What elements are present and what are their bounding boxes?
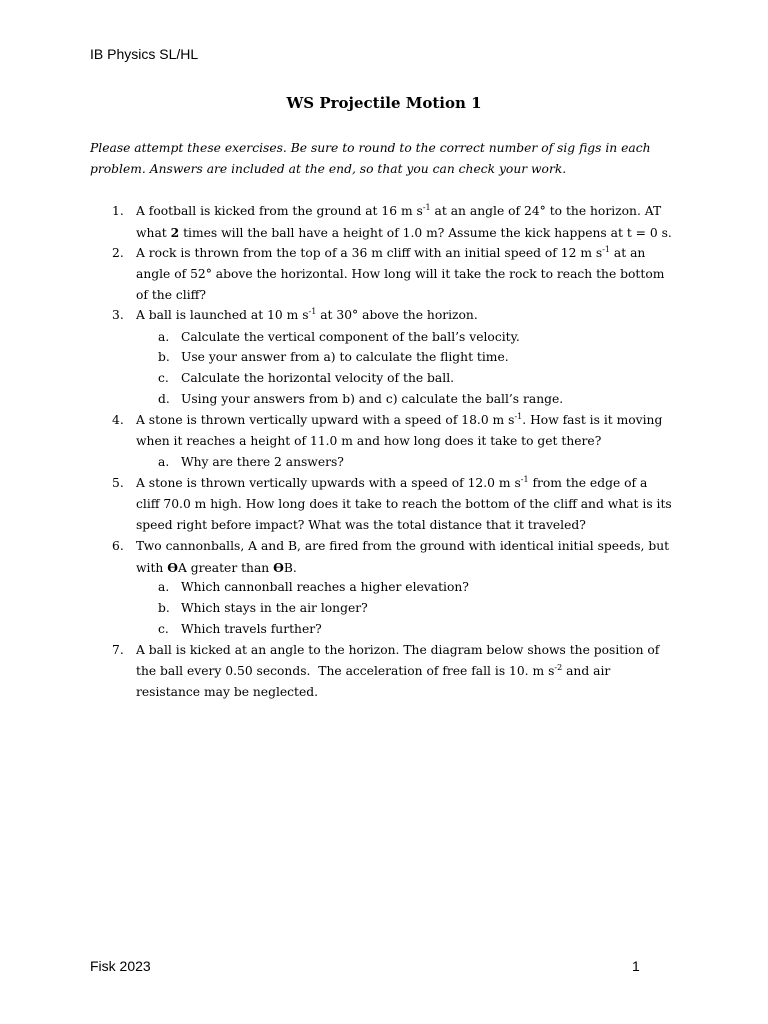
question-line: the ball every 0.50 seconds. The acceleration of free fall is 10. m $s^{-2}$ and air — [136, 663, 611, 678]
question-line: angle of 52° above the horizontal. How long will it take the rock to reach the bottom — [136, 267, 665, 281]
question-number: 6. — [112, 539, 124, 553]
question-text — [136, 640, 684, 703]
question-line: with ϴA greater than ϴB. — [136, 560, 297, 575]
question-line: what 2 times will the ball have a height of 1.0 m? Assume the kick happens at t = 0 s. — [136, 225, 672, 240]
question-line: when it reaches a height of 11.0 m and how long does it take to get there? — [136, 434, 602, 448]
question-line: A stone is thrown vertically upward with a speed of 18.0 m $s^{-1}$. How fast is it moving — [136, 412, 663, 427]
question-line: resistance may be neglected. — [136, 685, 319, 699]
worksheet-title: WS Projectile Motion 1 — [286, 94, 482, 112]
subquestion-letter: a. — [158, 580, 170, 594]
question-line: cliff 70.0 m high. How long does it take to reach the bottom of the cliff and what is its — [136, 497, 672, 511]
question-line: A ball is kicked at an angle to the horizon. The diagram below shows the position of — [136, 643, 660, 657]
question-line: speed right before impact? What was the total distance that it traveled? — [136, 518, 586, 532]
subquestion-letter: c. — [158, 371, 169, 385]
subquestion-text: Use your answer from a) to calculate the flight time. — [181, 350, 509, 364]
subquestion-letter: a. — [158, 455, 170, 469]
question-number: 4. — [112, 413, 124, 427]
subquestion-text: Using your answers from b) and c) calculate the ball’s range. — [181, 392, 564, 406]
subquestion-text: Which travels further? — [181, 622, 322, 636]
question-text — [136, 201, 684, 244]
question-text — [136, 410, 684, 452]
footer-author: Fisk 2023 — [90, 958, 151, 974]
question-number: 1. — [112, 204, 124, 218]
question-number: 3. — [112, 308, 124, 322]
page-number: 1 — [632, 958, 640, 974]
question-number: 2. — [112, 246, 124, 260]
question-line: A football is kicked from the ground at 16 m $s^{-1}$ at an angle of 24° to the horizon. AT — [136, 203, 662, 218]
question-text — [136, 473, 684, 536]
instructions: Please attempt these exercises. Be sure to round to the correct number of sig figs in each problem. Answers are included at the end, so that you can check your work. — [90, 141, 651, 176]
subquestion-letter: a. — [158, 330, 170, 344]
subquestion-text: Why are there 2 answers? — [181, 455, 344, 469]
subquestion-letter: b. — [158, 350, 170, 364]
question-line: of the cliff? — [136, 288, 206, 302]
question-line: A stone is thrown vertically upwards with a speed of 12.0 m $s^{-1}$ from the edge of a — [136, 475, 648, 490]
question-text — [136, 536, 684, 579]
subquestion-letter: b. — [158, 601, 170, 615]
subquestion-letter: d. — [158, 392, 170, 406]
course-header: IB Physics SL/HL — [90, 46, 199, 62]
subquestion-text: Which stays in the air longer? — [181, 601, 368, 615]
question-text — [136, 243, 684, 306]
subquestion-text: Calculate the horizontal velocity of the ball. — [181, 371, 455, 385]
question-line: Two cannonballs, A and B, are fired from the ground with identical initial speeds, but — [136, 539, 670, 553]
subquestion-letter: c. — [158, 622, 169, 636]
subquestion-text: Calculate the vertical component of the ball’s velocity. — [181, 330, 520, 344]
question-line: A ball is launched at 10 m $s^{-1}$ at 30° above the horizon. — [136, 307, 478, 322]
question-number: 5. — [112, 476, 124, 490]
subquestion-text: Which cannonball reaches a higher elevation? — [181, 580, 469, 594]
question-number: 7. — [112, 643, 124, 657]
question-line: A rock is thrown from the top of a 36 m cliff with an initial speed of 12 m $s^{-1}$ at an — [136, 245, 646, 260]
question-text — [136, 305, 684, 326]
